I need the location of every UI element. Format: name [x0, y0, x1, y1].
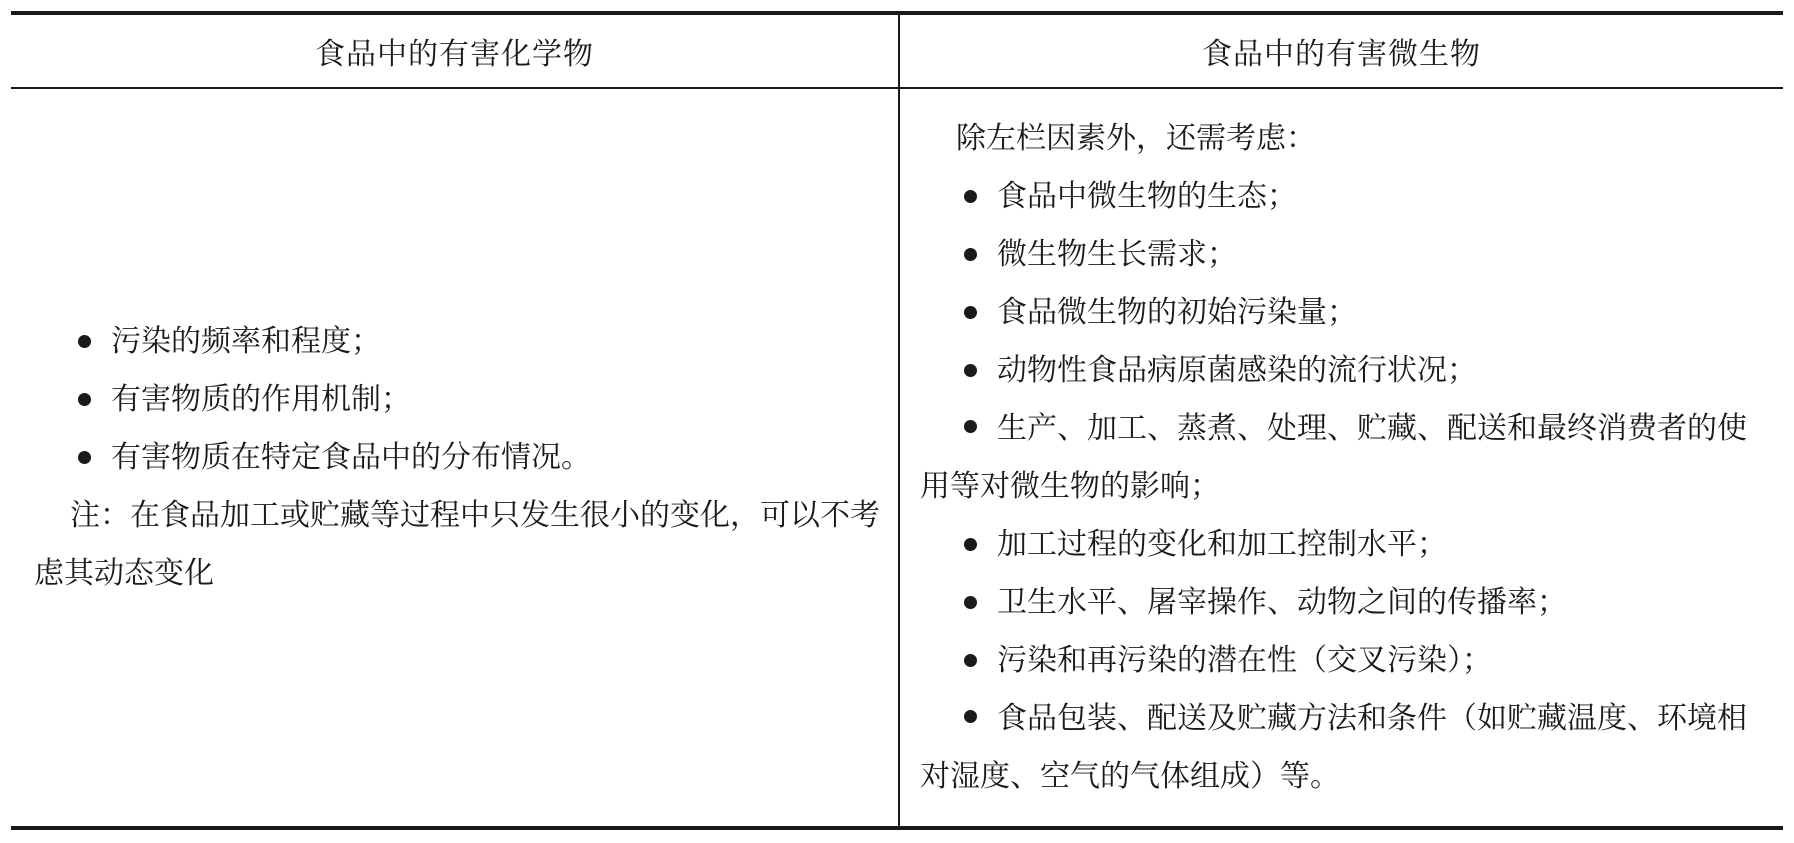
- list-item: [920, 574, 1766, 632]
- bullet-icon: [964, 248, 977, 261]
- list-item: [920, 342, 1766, 400]
- header-microbial-hazards: 食品中的有害微生物: [1202, 37, 1481, 72]
- list-item-text: 食品微生物的初始污染量；: [997, 294, 1357, 330]
- intro-text: 除左栏因素外，还需考虑：: [956, 120, 1316, 156]
- list-item-text: 有害物质在特定食品中的分布情况。: [111, 439, 591, 475]
- list-item-text: 有害物质的作用机制；: [111, 381, 411, 417]
- list-item-text: 食品包装、配送及贮藏方法和条件（如贮藏温度、环境相对湿度、空气的气体组成）等。: [920, 700, 1747, 794]
- list-item-text: 加工过程的变化和加工控制水平；: [997, 526, 1447, 562]
- bullet-icon: [964, 420, 977, 433]
- cell-microbial-hazards: [920, 89, 1766, 826]
- bullet-icon: [78, 335, 91, 348]
- bullet-icon: [964, 190, 977, 203]
- bullet-icon: [964, 710, 977, 723]
- bullet-icon: [964, 538, 977, 551]
- list-item: [920, 226, 1766, 284]
- list-item-text: 卫生水平、屠宰操作、动物之间的传播率；: [997, 584, 1567, 620]
- list-item: [920, 690, 1766, 806]
- bullet-icon: [964, 306, 977, 319]
- list-item-text: 污染和再污染的潜在性（交叉污染）；: [997, 642, 1492, 678]
- list-item: [920, 400, 1766, 516]
- list-item: [920, 516, 1766, 574]
- bullet-icon: [964, 596, 977, 609]
- list-item-text: 微生物生长需求；: [997, 236, 1237, 272]
- bullet-icon: [78, 451, 91, 464]
- list-item: [920, 632, 1766, 690]
- bullet-icon: [964, 654, 977, 667]
- note-text: 注：在食品加工或贮藏等过程中只发生很小的变化，可以不考虑其动态变化: [34, 497, 880, 591]
- list-item-text: 动物性食品病原菌感染的流行状况；: [997, 352, 1477, 388]
- list-item-text: 生产、加工、蒸煮、处理、贮藏、配送和最终消费者的使用等对微生物的影响；: [920, 410, 1747, 504]
- cell-chemical-hazards: [34, 89, 880, 826]
- header-chemical-hazards: 食品中的有害化学物: [315, 37, 594, 72]
- list-item: [34, 313, 880, 371]
- bullet-icon: [964, 364, 977, 377]
- list-item-text: 污染的频率和程度；: [111, 323, 381, 359]
- list-item: [34, 371, 880, 429]
- list-item: [34, 429, 880, 487]
- list-item: [920, 168, 1766, 226]
- list-item-text: 食品中微生物的生态；: [997, 178, 1297, 214]
- table-bottom-rule: [11, 826, 1783, 830]
- bullet-icon: [78, 393, 91, 406]
- table-column-divider: [898, 13, 900, 828]
- list-item: [920, 284, 1766, 342]
